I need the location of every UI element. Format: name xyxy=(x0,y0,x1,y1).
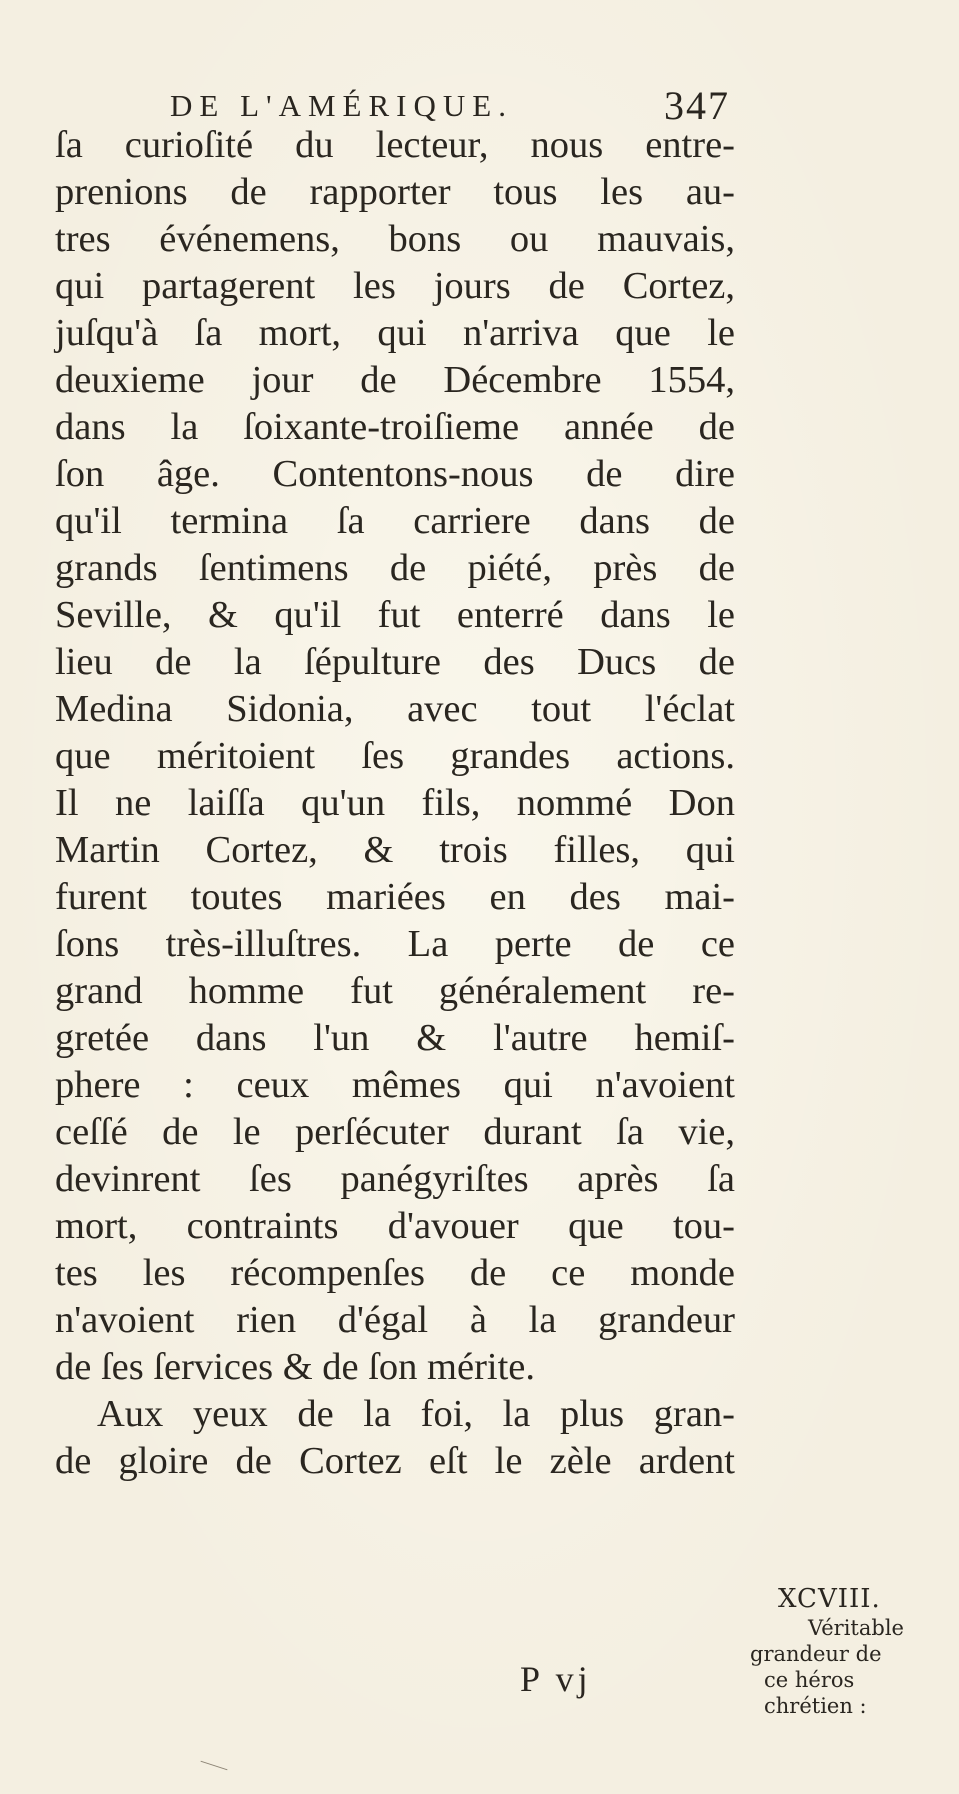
text-line: phere : ceux mêmes qui n'avoient xyxy=(55,1064,735,1106)
margin-note-number: XCVIII. xyxy=(778,1584,881,1614)
text-line: qui partagerent les jours de Cortez, xyxy=(55,265,735,307)
text-line: ſon âge. Contentons-nous de dire xyxy=(55,453,735,495)
text-line: deuxieme jour de Décembre 1554, xyxy=(55,359,735,401)
text-line: qu'il termina ſa carriere dans de xyxy=(55,500,735,542)
text-line: de ſes ſervices & de ſon mérite. xyxy=(55,1346,536,1388)
text-line: furent toutes mariées en des mai- xyxy=(55,876,735,918)
text-line: grand homme fut généralement re- xyxy=(55,970,735,1012)
stray-pen-mark xyxy=(201,1761,228,1771)
signature-mark: P vj xyxy=(520,1659,592,1699)
text-line: Il ne laiſſa qu'un fils, nommé Don xyxy=(55,782,735,824)
margin-note-line: grandeur de xyxy=(750,1642,882,1666)
page-number: 347 xyxy=(664,83,730,128)
text-line: Martin Cortez, & trois filles, qui xyxy=(55,829,735,871)
margin-note xyxy=(750,1583,930,1719)
paragraph-start-line: Aux yeux de la foi, la plus gran- xyxy=(97,1393,735,1435)
text-line: Seville, & qu'il fut enterré dans le xyxy=(55,594,735,636)
text-line: ſa curioſité du lecteur, nous entre- xyxy=(55,124,735,166)
text-line: de gloire de Cortez eſt le zèle ardent xyxy=(55,1440,735,1482)
text-line: gretée dans l'un & l'autre hemiſ- xyxy=(55,1017,735,1059)
text-line: ſons très-illuſtres. La perte de ce xyxy=(55,923,735,965)
text-line: n'avoient rien d'égal à la grandeur xyxy=(55,1299,735,1341)
text-line: juſqu'à ſa mort, qui n'arriva que le xyxy=(55,312,735,354)
text-line: Medina Sidonia, avec tout l'éclat xyxy=(55,688,735,730)
text-line: tres événemens, bons ou mauvais, xyxy=(55,218,735,260)
text-line: dans la ſoixante-troiſieme année de xyxy=(55,406,735,448)
text-line: prenions de rapporter tous les au- xyxy=(55,171,735,213)
margin-note-line: ce héros xyxy=(764,1668,855,1692)
text-line: mort, contraints d'avouer que tou- xyxy=(55,1205,735,1247)
text-line: tes les récompenſes de ce monde xyxy=(55,1252,735,1294)
text-line: lieu de la ſépulture des Ducs de xyxy=(55,641,735,683)
body-text xyxy=(55,122,735,1485)
margin-note-line: chrétien : xyxy=(764,1694,867,1718)
text-line: que méritoient ſes grandes actions. xyxy=(55,735,735,777)
margin-note-line: Véritable xyxy=(808,1616,904,1640)
text-line: ceſſé de le perſécuter durant ſa vie, xyxy=(55,1111,735,1153)
running-title: DE L'AMÉRIQUE. xyxy=(170,88,513,123)
text-line: devinrent ſes panégyriſtes après ſa xyxy=(55,1158,735,1200)
text-line: grands ſentimens de piété, près de xyxy=(55,547,735,589)
